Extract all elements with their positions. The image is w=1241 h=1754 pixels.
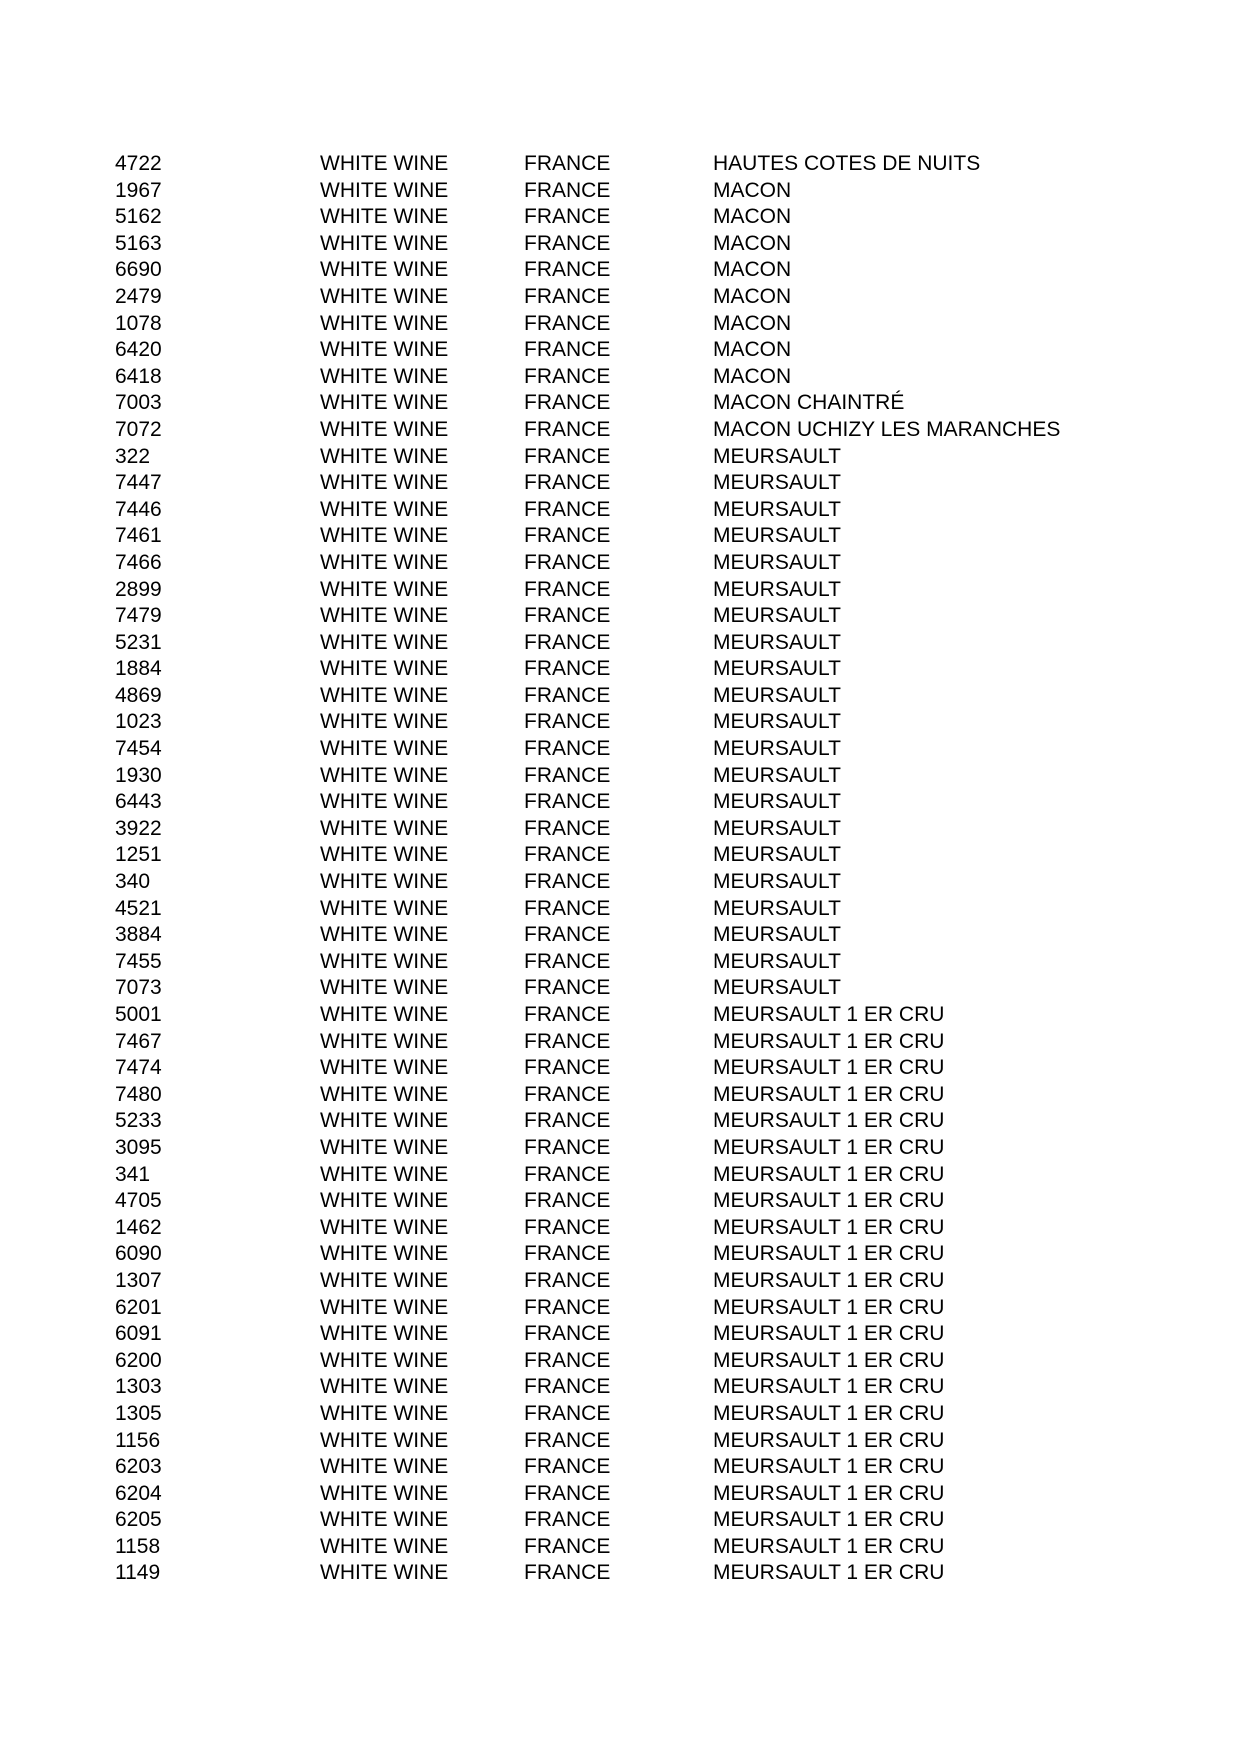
wine-code-cell: 5233 (115, 1109, 162, 1133)
wine-code-cell: 4869 (115, 683, 162, 707)
region-cell: MEURSAULT (713, 497, 841, 521)
region-cell: MACON (713, 205, 792, 229)
region-cell: MEURSAULT 1 ER CRU (713, 1082, 945, 1106)
wine-code-cell: 1305 (115, 1401, 162, 1425)
country-cell: FRANCE (524, 816, 611, 840)
wine-code-cell: 7480 (115, 1082, 162, 1106)
table-row (0, 497, 1241, 524)
table-row (0, 736, 1241, 763)
region-cell: MEURSAULT 1 ER CRU (713, 1508, 945, 1532)
wine-code-cell: 340 (115, 870, 151, 894)
table-row (0, 204, 1241, 231)
wine-code-cell: 6200 (115, 1348, 162, 1372)
table-row (0, 577, 1241, 604)
table-row (0, 417, 1241, 444)
wine-code-cell: 1251 (115, 843, 162, 867)
region-cell: MEURSAULT (713, 630, 841, 654)
country-cell: FRANCE (524, 417, 611, 441)
table-row (0, 683, 1241, 710)
region-cell: MEURSAULT (713, 710, 841, 734)
table-row (0, 975, 1241, 1002)
table-row (0, 630, 1241, 657)
wine-code-cell: 6090 (115, 1242, 162, 1266)
wine-type-cell: WHITE WINE (320, 1056, 449, 1080)
country-cell: FRANCE (524, 1455, 611, 1479)
table-row (0, 1507, 1241, 1534)
region-cell: MEURSAULT (713, 790, 841, 814)
region-cell: MEURSAULT 1 ER CRU (713, 1268, 945, 1292)
country-cell: FRANCE (524, 338, 611, 362)
country-cell: FRANCE (524, 1534, 611, 1558)
wine-type-cell: WHITE WINE (320, 790, 449, 814)
table-row (0, 311, 1241, 338)
region-cell: MEURSAULT (713, 843, 841, 867)
table-row (0, 1295, 1241, 1322)
table-row (0, 523, 1241, 550)
country-cell: FRANCE (524, 391, 611, 415)
region-cell: MEURSAULT (713, 949, 841, 973)
wine-type-cell: WHITE WINE (320, 1295, 449, 1319)
country-cell: FRANCE (524, 497, 611, 521)
country-cell: FRANCE (524, 524, 611, 548)
table-row (0, 178, 1241, 205)
table-row (0, 1002, 1241, 1029)
table-row (0, 1481, 1241, 1508)
wine-type-cell: WHITE WINE (320, 1082, 449, 1106)
region-cell: MEURSAULT 1 ER CRU (713, 1481, 945, 1505)
region-cell: MEURSAULT (713, 444, 841, 468)
region-cell: MEURSAULT 1 ER CRU (713, 1455, 945, 1479)
country-cell: FRANCE (524, 1481, 611, 1505)
country-cell: FRANCE (524, 870, 611, 894)
wine-code-cell: 6205 (115, 1508, 162, 1532)
wine-code-cell: 7454 (115, 737, 162, 761)
wine-code-cell: 1930 (115, 763, 162, 787)
country-cell: FRANCE (524, 657, 611, 681)
country-cell: FRANCE (524, 1109, 611, 1133)
wine-type-cell: WHITE WINE (320, 710, 449, 734)
region-cell: MEURSAULT 1 ER CRU (713, 1029, 945, 1053)
wine-code-cell: 7447 (115, 471, 162, 495)
country-cell: FRANCE (524, 683, 611, 707)
wine-type-cell: WHITE WINE (320, 1428, 449, 1452)
country-cell: FRANCE (524, 737, 611, 761)
region-cell: MACON (713, 231, 792, 255)
table-row (0, 603, 1241, 630)
country-cell: FRANCE (524, 1322, 611, 1346)
wine-type-cell: WHITE WINE (320, 1561, 449, 1585)
region-cell: MEURSAULT (713, 471, 841, 495)
region-cell: MEURSAULT 1 ER CRU (713, 1135, 945, 1159)
wine-code-cell: 7073 (115, 976, 162, 1000)
wine-type-cell: WHITE WINE (320, 258, 449, 282)
wine-type-cell: WHITE WINE (320, 1534, 449, 1558)
table-row (0, 390, 1241, 417)
region-cell: MEURSAULT 1 ER CRU (713, 1348, 945, 1372)
wine-type-cell: WHITE WINE (320, 497, 449, 521)
region-cell: MACON (713, 311, 792, 335)
country-cell: FRANCE (524, 1561, 611, 1585)
region-cell: MEURSAULT (713, 870, 841, 894)
country-cell: FRANCE (524, 1162, 611, 1186)
country-cell: FRANCE (524, 1056, 611, 1080)
table-row (0, 709, 1241, 736)
region-cell: MEURSAULT 1 ER CRU (713, 1295, 945, 1319)
wine-code-cell: 7455 (115, 949, 162, 973)
region-cell: MEURSAULT 1 ER CRU (713, 1215, 945, 1239)
wine-type-cell: WHITE WINE (320, 657, 449, 681)
wine-type-cell: WHITE WINE (320, 1508, 449, 1532)
wine-code-cell: 5231 (115, 630, 162, 654)
table-row (0, 1454, 1241, 1481)
region-cell: MEURSAULT (713, 816, 841, 840)
region-cell: MEURSAULT 1 ER CRU (713, 1056, 945, 1080)
region-cell: MEURSAULT (713, 737, 841, 761)
country-cell: FRANCE (524, 1348, 611, 1372)
wine-type-cell: WHITE WINE (320, 338, 449, 362)
country-cell: FRANCE (524, 152, 611, 175)
country-cell: FRANCE (524, 1375, 611, 1399)
wine-type-cell: WHITE WINE (320, 550, 449, 574)
region-cell: MACON (713, 364, 792, 388)
region-cell: MEURSAULT 1 ER CRU (713, 1561, 945, 1585)
wine-code-cell: 4705 (115, 1189, 162, 1213)
table-row (0, 1534, 1241, 1561)
wine-type-cell: WHITE WINE (320, 231, 449, 255)
wine-list-table (0, 151, 1241, 1587)
wine-type-cell: WHITE WINE (320, 976, 449, 1000)
wine-type-cell: WHITE WINE (320, 152, 449, 175)
wine-code-cell: 1462 (115, 1215, 162, 1239)
region-cell: MEURSAULT (713, 657, 841, 681)
wine-code-cell: 1303 (115, 1375, 162, 1399)
wine-type-cell: WHITE WINE (320, 417, 449, 441)
region-cell: MEURSAULT 1 ER CRU (713, 1162, 945, 1186)
table-row (0, 1188, 1241, 1215)
region-cell: MACON (713, 284, 792, 308)
wine-code-cell: 1967 (115, 178, 162, 202)
wine-code-cell: 6443 (115, 790, 162, 814)
country-cell: FRANCE (524, 231, 611, 255)
wine-code-cell: 7467 (115, 1029, 162, 1053)
country-cell: FRANCE (524, 763, 611, 787)
wine-code-cell: 5001 (115, 1003, 162, 1026)
table-row (0, 1241, 1241, 1268)
country-cell: FRANCE (524, 604, 611, 628)
wine-type-cell: WHITE WINE (320, 923, 449, 947)
region-cell: MEURSAULT 1 ER CRU (713, 1534, 945, 1558)
wine-code-cell: 3922 (115, 816, 162, 840)
region-cell: MEURSAULT 1 ER CRU (713, 1322, 945, 1346)
wine-code-cell: 4722 (115, 152, 162, 175)
table-row (0, 1374, 1241, 1401)
wine-type-cell: WHITE WINE (320, 444, 449, 468)
region-cell: MEURSAULT (713, 524, 841, 548)
wine-type-cell: WHITE WINE (320, 763, 449, 787)
wine-type-cell: WHITE WINE (320, 870, 449, 894)
wine-type-cell: WHITE WINE (320, 205, 449, 229)
wine-code-cell: 6690 (115, 258, 162, 282)
wine-type-cell: WHITE WINE (320, 604, 449, 628)
table-row (0, 1082, 1241, 1109)
country-cell: FRANCE (524, 896, 611, 920)
country-cell: FRANCE (524, 444, 611, 468)
wine-type-cell: WHITE WINE (320, 1003, 449, 1026)
wine-type-cell: WHITE WINE (320, 1455, 449, 1479)
wine-type-cell: WHITE WINE (320, 1268, 449, 1292)
country-cell: FRANCE (524, 790, 611, 814)
table-row (0, 1560, 1241, 1587)
country-cell: FRANCE (524, 1508, 611, 1532)
region-cell: MEURSAULT 1 ER CRU (713, 1189, 945, 1213)
table-row (0, 257, 1241, 284)
country-cell: FRANCE (524, 471, 611, 495)
table-row (0, 151, 1241, 178)
country-cell: FRANCE (524, 710, 611, 734)
wine-type-cell: WHITE WINE (320, 1109, 449, 1133)
country-cell: FRANCE (524, 550, 611, 574)
region-cell: MEURSAULT (713, 923, 841, 947)
wine-code-cell: 7446 (115, 497, 162, 521)
region-cell: MEURSAULT 1 ER CRU (713, 1428, 945, 1452)
wine-code-cell: 7466 (115, 550, 162, 574)
table-row (0, 1348, 1241, 1375)
table-row (0, 1428, 1241, 1455)
wine-code-cell: 7461 (115, 524, 162, 548)
table-row (0, 763, 1241, 790)
region-cell: MEURSAULT 1 ER CRU (713, 1375, 945, 1399)
country-cell: FRANCE (524, 311, 611, 335)
region-cell: MEURSAULT (713, 763, 841, 787)
table-row (0, 1215, 1241, 1242)
wine-type-cell: WHITE WINE (320, 1162, 449, 1186)
wine-type-cell: WHITE WINE (320, 1135, 449, 1159)
table-row (0, 922, 1241, 949)
wine-code-cell: 1884 (115, 657, 162, 681)
table-row (0, 1268, 1241, 1295)
table-row (0, 656, 1241, 683)
table-row (0, 789, 1241, 816)
table-row (0, 1029, 1241, 1056)
country-cell: FRANCE (524, 1428, 611, 1452)
wine-code-cell: 1023 (115, 710, 162, 734)
table-row (0, 1055, 1241, 1082)
table-row (0, 949, 1241, 976)
wine-code-cell: 6418 (115, 364, 162, 388)
country-cell: FRANCE (524, 178, 611, 202)
table-row (0, 550, 1241, 577)
wine-type-cell: WHITE WINE (320, 816, 449, 840)
wine-type-cell: WHITE WINE (320, 1401, 449, 1425)
region-cell: MACON CHAINTRÉ (713, 391, 905, 415)
region-cell: MEURSAULT (713, 896, 841, 920)
table-row (0, 842, 1241, 869)
wine-type-cell: WHITE WINE (320, 1322, 449, 1346)
country-cell: FRANCE (524, 364, 611, 388)
wine-code-cell: 2899 (115, 577, 162, 601)
country-cell: FRANCE (524, 1029, 611, 1053)
wine-code-cell: 1078 (115, 311, 162, 335)
country-cell: FRANCE (524, 1268, 611, 1292)
wine-code-cell: 6091 (115, 1322, 162, 1346)
wine-code-cell: 6201 (115, 1295, 162, 1319)
country-cell: FRANCE (524, 258, 611, 282)
table-row (0, 364, 1241, 391)
country-cell: FRANCE (524, 949, 611, 973)
wine-code-cell: 5163 (115, 231, 162, 255)
table-row (0, 1162, 1241, 1189)
table-row (0, 284, 1241, 311)
wine-code-cell: 2479 (115, 284, 162, 308)
region-cell: MEURSAULT 1 ER CRU (713, 1003, 945, 1026)
country-cell: FRANCE (524, 1401, 611, 1425)
wine-type-cell: WHITE WINE (320, 471, 449, 495)
country-cell: FRANCE (524, 1082, 611, 1106)
wine-type-cell: WHITE WINE (320, 1481, 449, 1505)
region-cell: MEURSAULT 1 ER CRU (713, 1109, 945, 1133)
country-cell: FRANCE (524, 1135, 611, 1159)
wine-code-cell: 1149 (115, 1561, 161, 1585)
region-cell: MACON (713, 258, 792, 282)
wine-code-cell: 7003 (115, 391, 162, 415)
region-cell: MACON (713, 178, 792, 202)
country-cell: FRANCE (524, 1003, 611, 1026)
country-cell: FRANCE (524, 205, 611, 229)
wine-type-cell: WHITE WINE (320, 1029, 449, 1053)
table-row (0, 1108, 1241, 1135)
table-row (0, 1321, 1241, 1348)
wine-type-cell: WHITE WINE (320, 1348, 449, 1372)
region-cell: MEURSAULT (713, 683, 841, 707)
table-row (0, 1135, 1241, 1162)
wine-code-cell: 7474 (115, 1056, 162, 1080)
region-cell: MEURSAULT (713, 976, 841, 1000)
wine-type-cell: WHITE WINE (320, 1215, 449, 1239)
region-cell: MEURSAULT 1 ER CRU (713, 1401, 945, 1425)
country-cell: FRANCE (524, 630, 611, 654)
table-row (0, 444, 1241, 471)
table-row (0, 869, 1241, 896)
region-cell: HAUTES COTES DE NUITS (713, 152, 981, 175)
country-cell: FRANCE (524, 577, 611, 601)
wine-code-cell: 1307 (115, 1268, 162, 1292)
wine-code-cell: 3095 (115, 1135, 162, 1159)
wine-type-cell: WHITE WINE (320, 577, 449, 601)
country-cell: FRANCE (524, 843, 611, 867)
wine-type-cell: WHITE WINE (320, 284, 449, 308)
wine-type-cell: WHITE WINE (320, 683, 449, 707)
wine-type-cell: WHITE WINE (320, 896, 449, 920)
wine-type-cell: WHITE WINE (320, 1189, 449, 1213)
wine-code-cell: 341 (115, 1162, 151, 1186)
table-row (0, 896, 1241, 923)
wine-type-cell: WHITE WINE (320, 524, 449, 548)
region-cell: MEURSAULT (713, 577, 841, 601)
wine-code-cell: 7072 (115, 417, 162, 441)
table-row (0, 816, 1241, 843)
wine-type-cell: WHITE WINE (320, 737, 449, 761)
wine-code-cell: 6204 (115, 1481, 162, 1505)
region-cell: MEURSAULT (713, 550, 841, 574)
country-cell: FRANCE (524, 1215, 611, 1239)
wine-code-cell: 4521 (115, 896, 162, 920)
country-cell: FRANCE (524, 284, 611, 308)
country-cell: FRANCE (524, 923, 611, 947)
table-row (0, 231, 1241, 258)
wine-code-cell: 3884 (115, 923, 162, 947)
wine-type-cell: WHITE WINE (320, 178, 449, 202)
region-cell: MACON UCHIZY LES MARANCHES (713, 417, 1061, 441)
wine-code-cell: 1158 (115, 1534, 161, 1558)
region-cell: MEURSAULT (713, 604, 841, 628)
wine-type-cell: WHITE WINE (320, 949, 449, 973)
wine-code-cell: 5162 (115, 205, 162, 229)
country-cell: FRANCE (524, 1189, 611, 1213)
wine-type-cell: WHITE WINE (320, 1242, 449, 1266)
country-cell: FRANCE (524, 976, 611, 1000)
wine-code-cell: 322 (115, 444, 151, 468)
wine-code-cell: 6420 (115, 338, 162, 362)
wine-code-cell: 7479 (115, 604, 162, 628)
country-cell: FRANCE (524, 1242, 611, 1266)
wine-code-cell: 6203 (115, 1455, 162, 1479)
region-cell: MEURSAULT 1 ER CRU (713, 1242, 945, 1266)
country-cell: FRANCE (524, 1295, 611, 1319)
table-row (0, 470, 1241, 497)
wine-type-cell: WHITE WINE (320, 391, 449, 415)
table-row (0, 1401, 1241, 1428)
wine-type-cell: WHITE WINE (320, 630, 449, 654)
table-row (0, 337, 1241, 364)
wine-type-cell: WHITE WINE (320, 1375, 449, 1399)
wine-type-cell: WHITE WINE (320, 364, 449, 388)
region-cell: MACON (713, 338, 792, 362)
wine-type-cell: WHITE WINE (320, 843, 449, 867)
wine-type-cell: WHITE WINE (320, 311, 449, 335)
wine-code-cell: 1156 (115, 1428, 161, 1452)
